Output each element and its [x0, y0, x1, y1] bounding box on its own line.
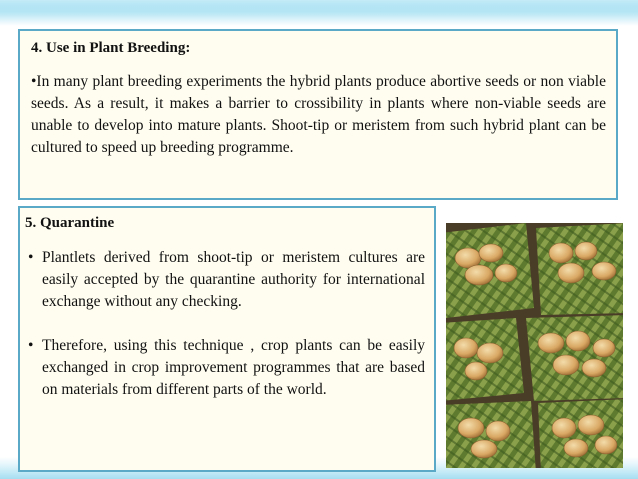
top-decorative-band [0, 0, 638, 26]
bullet-icon: • [28, 337, 34, 354]
list-item-text: Therefore, using this technique , crop plants can be easily exchanged in crop improvement programmes that are based on materials from different parts of the world. [42, 337, 425, 398]
quarantine-box [18, 206, 436, 472]
section4-heading: 4. Use in Plant Breeding: [31, 40, 191, 56]
section5-heading: 5. Quarantine [25, 215, 115, 231]
list-item-text: Plantlets derived from shoot-tip or meristem cultures are easily accepted by the quarantine authority for international exchange without any checking. [42, 249, 425, 310]
bullet-icon: • [28, 249, 34, 266]
quarantine-list [25, 247, 425, 401]
section4-text: •In many plant breeding experiments the hybrid plants produce abortive seeds or non viable seeds. As a result, it makes a barrier to crossibility in plants where non-viable seeds are unable to develop into mature plants. Shoot-tip or meristem from such hybrid plant can be cultured to speed up breeding programme. [31, 73, 606, 156]
list-item [25, 247, 425, 313]
plant-breeding-box [18, 29, 618, 200]
list-item [25, 335, 425, 401]
band-shine [0, 0, 638, 12]
woven-baskets-of-potatoes-photo [446, 223, 623, 468]
